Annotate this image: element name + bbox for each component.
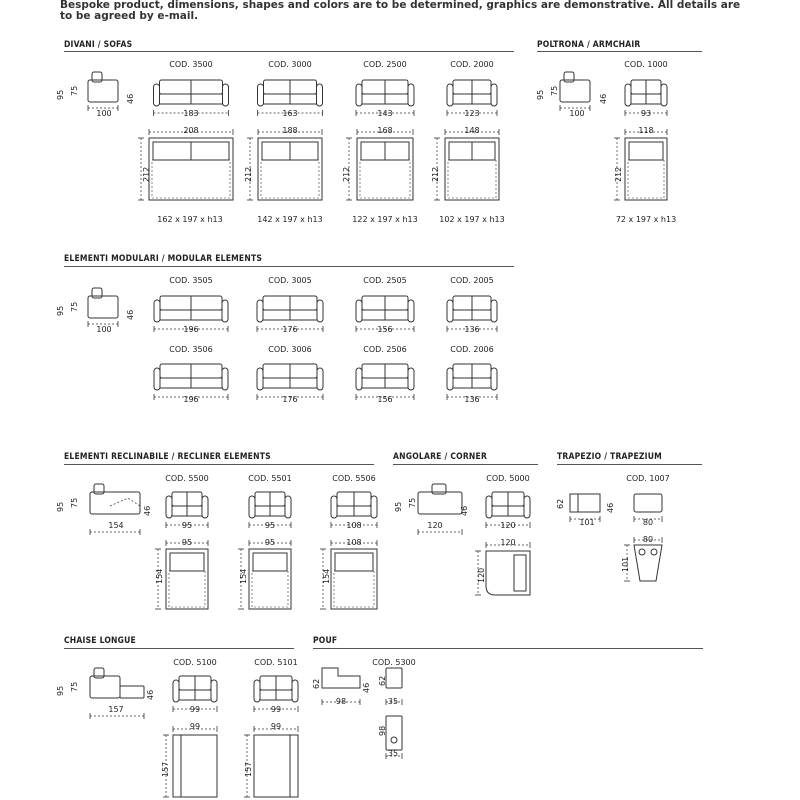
corner-side-height-95: 95 xyxy=(394,501,403,512)
modular-width-b1: 196 xyxy=(183,395,199,404)
trapezium-side-body xyxy=(570,494,600,512)
modular-front-b4-arm-left xyxy=(447,368,453,390)
chaise-side-height-46: 46 xyxy=(146,689,155,700)
modular-width-a4: 136 xyxy=(464,325,480,334)
modular-code-a2: COD. 3005 xyxy=(268,276,312,285)
sofa-side-body xyxy=(88,80,118,102)
modular-width-b4: 136 xyxy=(464,395,480,404)
recliner-top-1-outline xyxy=(166,549,208,609)
sofa-side-height-46: 46 xyxy=(126,93,135,104)
modular-code-b4: COD. 2006 xyxy=(450,345,494,354)
recliner-top-depth-2: 154 xyxy=(239,568,248,584)
recliner-top-1-back xyxy=(170,553,204,571)
modular-front-a4-arm-left xyxy=(447,300,453,322)
trapezium-top-circle-right xyxy=(651,549,657,555)
chaise-side-depth: 157 xyxy=(108,705,124,714)
sofa-top-depth-3: 212 xyxy=(342,166,351,182)
pouf-side-height-62: 62 xyxy=(312,678,321,689)
armchair-side-height-95: 95 xyxy=(536,89,545,100)
modular-front-a3-arm-right xyxy=(408,300,414,322)
armchair-top-outline xyxy=(625,138,667,200)
modular-front-a2-arm-right xyxy=(317,300,323,322)
corner-top-outline xyxy=(486,551,530,595)
recliner-front-2-arm-left xyxy=(249,496,255,518)
recliner-top-depth-3: 154 xyxy=(322,568,331,584)
chaise-front-2-arm-right xyxy=(292,680,298,702)
modular-front-b2-arm-left xyxy=(257,368,263,390)
recliner-front-2-arm-right xyxy=(285,496,291,518)
modular-front-b2-arm-right xyxy=(317,368,323,390)
section-title-corner: ANGOLARE / CORNER xyxy=(393,452,488,462)
recliner-top-3-back xyxy=(335,553,373,571)
trapezium-side-height-62: 62 xyxy=(556,498,565,509)
sofa-front-4-arm-left xyxy=(447,84,453,106)
recliner-side-footrest xyxy=(110,498,140,506)
chaise-code-2: COD. 5101 xyxy=(254,658,298,667)
modular-code-b2: COD. 3006 xyxy=(268,345,312,354)
armchair-top-width: 118 xyxy=(638,126,654,135)
sofa-front-1-arm-left xyxy=(154,84,160,106)
sofa-front-2-arm-left xyxy=(258,84,264,106)
corner-side-height-75: 75 xyxy=(408,497,417,508)
sofa-code-1: COD. 3500 xyxy=(169,60,213,69)
sofa-front-4-arm-right xyxy=(491,84,497,106)
chaise-front-1-arm-right xyxy=(211,680,217,702)
recliner-front-3-arm-right xyxy=(371,496,377,518)
chaise-top-depth-1: 157 xyxy=(161,761,170,777)
armchair-side-height-46: 46 xyxy=(599,93,608,104)
sofa-top-depth-2: 212 xyxy=(244,166,253,182)
sofa-front-3-arm-left xyxy=(356,84,362,106)
section-title-chaise: CHAISE LONGUE xyxy=(64,636,136,646)
modular-front-a2-arm-left xyxy=(257,300,263,322)
chaise-top-width-2: 99 xyxy=(270,722,282,731)
chaise-side-height-75: 75 xyxy=(70,681,79,692)
pouf-top-width: 35 xyxy=(387,749,399,758)
recliner-top-width-1: 95 xyxy=(181,538,193,547)
modular-code-b3: COD. 2506 xyxy=(363,345,407,354)
modular-front-a1-arm-left xyxy=(154,300,160,322)
recliner-top-depth-1: 154 xyxy=(155,568,164,584)
corner-side-depth: 120 xyxy=(427,521,443,530)
section-title-recliner: ELEMENTI RECLINABILE / RECLINER ELEMENTS xyxy=(64,452,271,462)
sofa-front-width-3: 143 xyxy=(377,109,393,118)
armchair-front-arm-right xyxy=(661,84,667,106)
recliner-front-1-arm-right xyxy=(202,496,208,518)
recliner-top-2-outline xyxy=(249,549,291,609)
sofa-front-width-2: 163 xyxy=(282,109,298,118)
recliner-top-width-3: 108 xyxy=(346,538,362,547)
section-title-trapezium: TRAPEZIO / TRAPEZIUM xyxy=(557,452,662,462)
recliner-code-2: COD. 5501 xyxy=(248,474,292,483)
sofa-top-width-1: 208 xyxy=(183,126,199,135)
recliner-front-1-arm-left xyxy=(166,496,172,518)
armchair-code: COD. 1000 xyxy=(624,60,668,69)
armchair-side-body xyxy=(560,80,590,102)
sofa-front-width-1: 183 xyxy=(183,109,199,118)
armchair-top-back xyxy=(629,142,663,160)
modular-side-body xyxy=(88,296,118,318)
section-title-sofas: DIVANI / SOFAS xyxy=(64,40,133,50)
armchair-side-height-75: 75 xyxy=(550,85,559,96)
pouf-front-height: 62 xyxy=(378,675,387,686)
sofa-code-4: COD. 2000 xyxy=(450,60,494,69)
recliner-code-1: COD. 5500 xyxy=(165,474,209,483)
chaise-top-2-arm xyxy=(290,735,298,797)
modular-front-a1-arm-right xyxy=(222,300,228,322)
sofa-side-height-95: 95 xyxy=(56,89,65,100)
sofa-front-width-4: 123 xyxy=(464,109,480,118)
modular-front-b4-arm-right xyxy=(491,368,497,390)
pouf-side-body xyxy=(322,668,360,688)
modular-front-b3-arm-right xyxy=(408,368,414,390)
chaise-top-depth-2: 157 xyxy=(244,761,253,777)
recliner-side-height-95: 95 xyxy=(56,501,65,512)
sofa-code-2: COD. 3000 xyxy=(268,60,312,69)
trapezium-front xyxy=(634,494,662,512)
corner-front-arm-left xyxy=(486,496,492,518)
chaise-front-width-2: 99 xyxy=(270,705,282,714)
pouf-side-depth: 98 xyxy=(335,697,347,706)
modular-width-a1: 196 xyxy=(183,325,199,334)
pouf-top-circle xyxy=(391,737,397,743)
modular-code-a1: COD. 3505 xyxy=(169,276,213,285)
modular-width-b3: 156 xyxy=(377,395,393,404)
recliner-side-body xyxy=(90,492,140,514)
corner-top-width: 120 xyxy=(500,538,516,547)
recliner-top-2-mattress xyxy=(252,571,288,607)
modular-front-a4-arm-right xyxy=(491,300,497,322)
modular-front-b3-arm-left xyxy=(356,368,362,390)
sofa-top-1-mattress xyxy=(152,160,230,198)
chaise-side-height-95: 95 xyxy=(56,685,65,696)
sofa-mattress-2: 142 x 197 x h13 xyxy=(257,215,323,224)
sofa-top-width-3: 168 xyxy=(377,126,393,135)
pouf-front-width: 35 xyxy=(387,697,399,706)
pouf-top xyxy=(386,716,402,750)
sofa-front-2-arm-right xyxy=(317,84,323,106)
recliner-top-1-mattress xyxy=(169,571,205,607)
corner-top-back xyxy=(514,555,526,591)
section-title-armchair: POLTRONA / ARMCHAIR xyxy=(537,40,641,50)
recliner-code-3: COD. 5506 xyxy=(332,474,376,483)
sofa-top-3-mattress xyxy=(360,160,410,198)
modular-code-a3: COD. 2505 xyxy=(363,276,407,285)
trapezium-top-width: 80 xyxy=(642,535,654,544)
sofa-side-height-75: 75 xyxy=(70,85,79,96)
sofa-front-3-arm-right xyxy=(408,84,414,106)
trapezium-front-width: 80 xyxy=(642,518,654,527)
sofa-mattress-3: 122 x 197 x h13 xyxy=(352,215,418,224)
recliner-top-width-2: 95 xyxy=(264,538,276,547)
sofa-code-3: COD. 2500 xyxy=(363,60,407,69)
modular-width-b2: 176 xyxy=(282,395,298,404)
recliner-front-width-1: 95 xyxy=(181,521,193,530)
recliner-side-depth: 154 xyxy=(108,521,124,530)
modular-code-b1: COD. 3506 xyxy=(169,345,213,354)
recliner-top-3-outline xyxy=(331,549,377,609)
corner-code: COD. 5000 xyxy=(486,474,530,483)
chaise-top-2-outline xyxy=(254,735,298,797)
trapezium-side-back xyxy=(570,494,578,512)
armchair-front-width: 93 xyxy=(640,109,652,118)
armchair-front-arm-left xyxy=(625,84,631,106)
chaise-side-body xyxy=(90,676,120,698)
corner-side-height-46: 46 xyxy=(460,505,469,516)
recliner-top-3-mattress xyxy=(334,571,374,607)
recliner-front-width-2: 95 xyxy=(264,521,276,530)
recliner-top-2-back xyxy=(253,553,287,571)
modular-side-height-46: 46 xyxy=(126,309,135,320)
chaise-top-1-outline xyxy=(173,735,217,797)
sofa-top-width-4: 148 xyxy=(464,126,480,135)
sofa-front-1-arm-right xyxy=(223,84,229,106)
pouf-side-height-46: 46 xyxy=(362,682,371,693)
trapezium-top-outline xyxy=(634,545,662,581)
modular-front-b1-arm-right xyxy=(222,368,228,390)
chaise-top-width-1: 99 xyxy=(189,722,201,731)
disclaimer-note: Bespoke product, dimensions, shapes and colors are to be determined, graphics are demonstrative. All details are to be agreed by e-mail. xyxy=(60,0,741,22)
sofa-top-4-mattress xyxy=(448,160,496,198)
modular-code-a4: COD. 2005 xyxy=(450,276,494,285)
chaise-front-2-arm-left xyxy=(254,680,260,702)
trapezium-side-height-46: 46 xyxy=(606,502,615,513)
trapezium-top-circle-left xyxy=(639,549,645,555)
trapezium-side-depth: 101 xyxy=(579,518,595,527)
modular-width-a3: 156 xyxy=(377,325,393,334)
chaise-front-1-arm-left xyxy=(173,680,179,702)
sofa-top-width-2: 188 xyxy=(282,126,298,135)
recliner-front-width-3: 108 xyxy=(346,521,362,530)
chaise-front-width-1: 99 xyxy=(189,705,201,714)
corner-front-arm-right xyxy=(524,496,530,518)
sofa-top-depth-4: 212 xyxy=(431,166,440,182)
recliner-side-height-75: 75 xyxy=(70,497,79,508)
modular-side-height-95: 95 xyxy=(56,305,65,316)
corner-top-depth: 120 xyxy=(477,567,486,583)
armchair-mattress: 72 x 197 x h13 xyxy=(615,215,677,224)
pouf-front xyxy=(386,668,402,688)
recliner-side-height-46: 46 xyxy=(143,505,152,516)
modular-side-depth: 100 xyxy=(96,325,112,334)
sofa-mattress-1: 162 x 197 x h13 xyxy=(157,215,223,224)
recliner-front-3-arm-left xyxy=(331,496,337,518)
sofa-top-depth-1: 212 xyxy=(142,166,151,182)
sofa-top-2-mattress xyxy=(261,160,319,198)
modular-side-height-75: 75 xyxy=(70,301,79,312)
armchair-top-depth: 212 xyxy=(614,166,623,182)
corner-front-width: 120 xyxy=(500,521,516,530)
pouf-top-depth: 98 xyxy=(378,725,387,736)
chaise-code-1: COD. 5100 xyxy=(173,658,217,667)
section-title-modular: ELEMENTI MODULARI / MODULAR ELEMENTS xyxy=(64,254,263,264)
section-title-pouf: POUF xyxy=(313,636,338,646)
sofa-side-depth: 100 xyxy=(96,109,112,118)
modular-front-b1-arm-left xyxy=(154,368,160,390)
modular-front-a3-arm-left xyxy=(356,300,362,322)
chaise-top-1-arm xyxy=(173,735,181,797)
chaise-side-extension xyxy=(120,686,144,698)
pouf-code: COD. 5300 xyxy=(372,658,416,667)
trapezium-code: COD. 1007 xyxy=(626,474,670,483)
trapezium-top-depth: 101 xyxy=(621,556,630,572)
sofa-mattress-4: 102 x 197 x h13 xyxy=(439,215,505,224)
armchair-side-depth: 100 xyxy=(569,109,585,118)
armchair-top-mattress xyxy=(628,160,664,198)
corner-side-body xyxy=(418,492,462,514)
modular-width-a2: 176 xyxy=(282,325,298,334)
